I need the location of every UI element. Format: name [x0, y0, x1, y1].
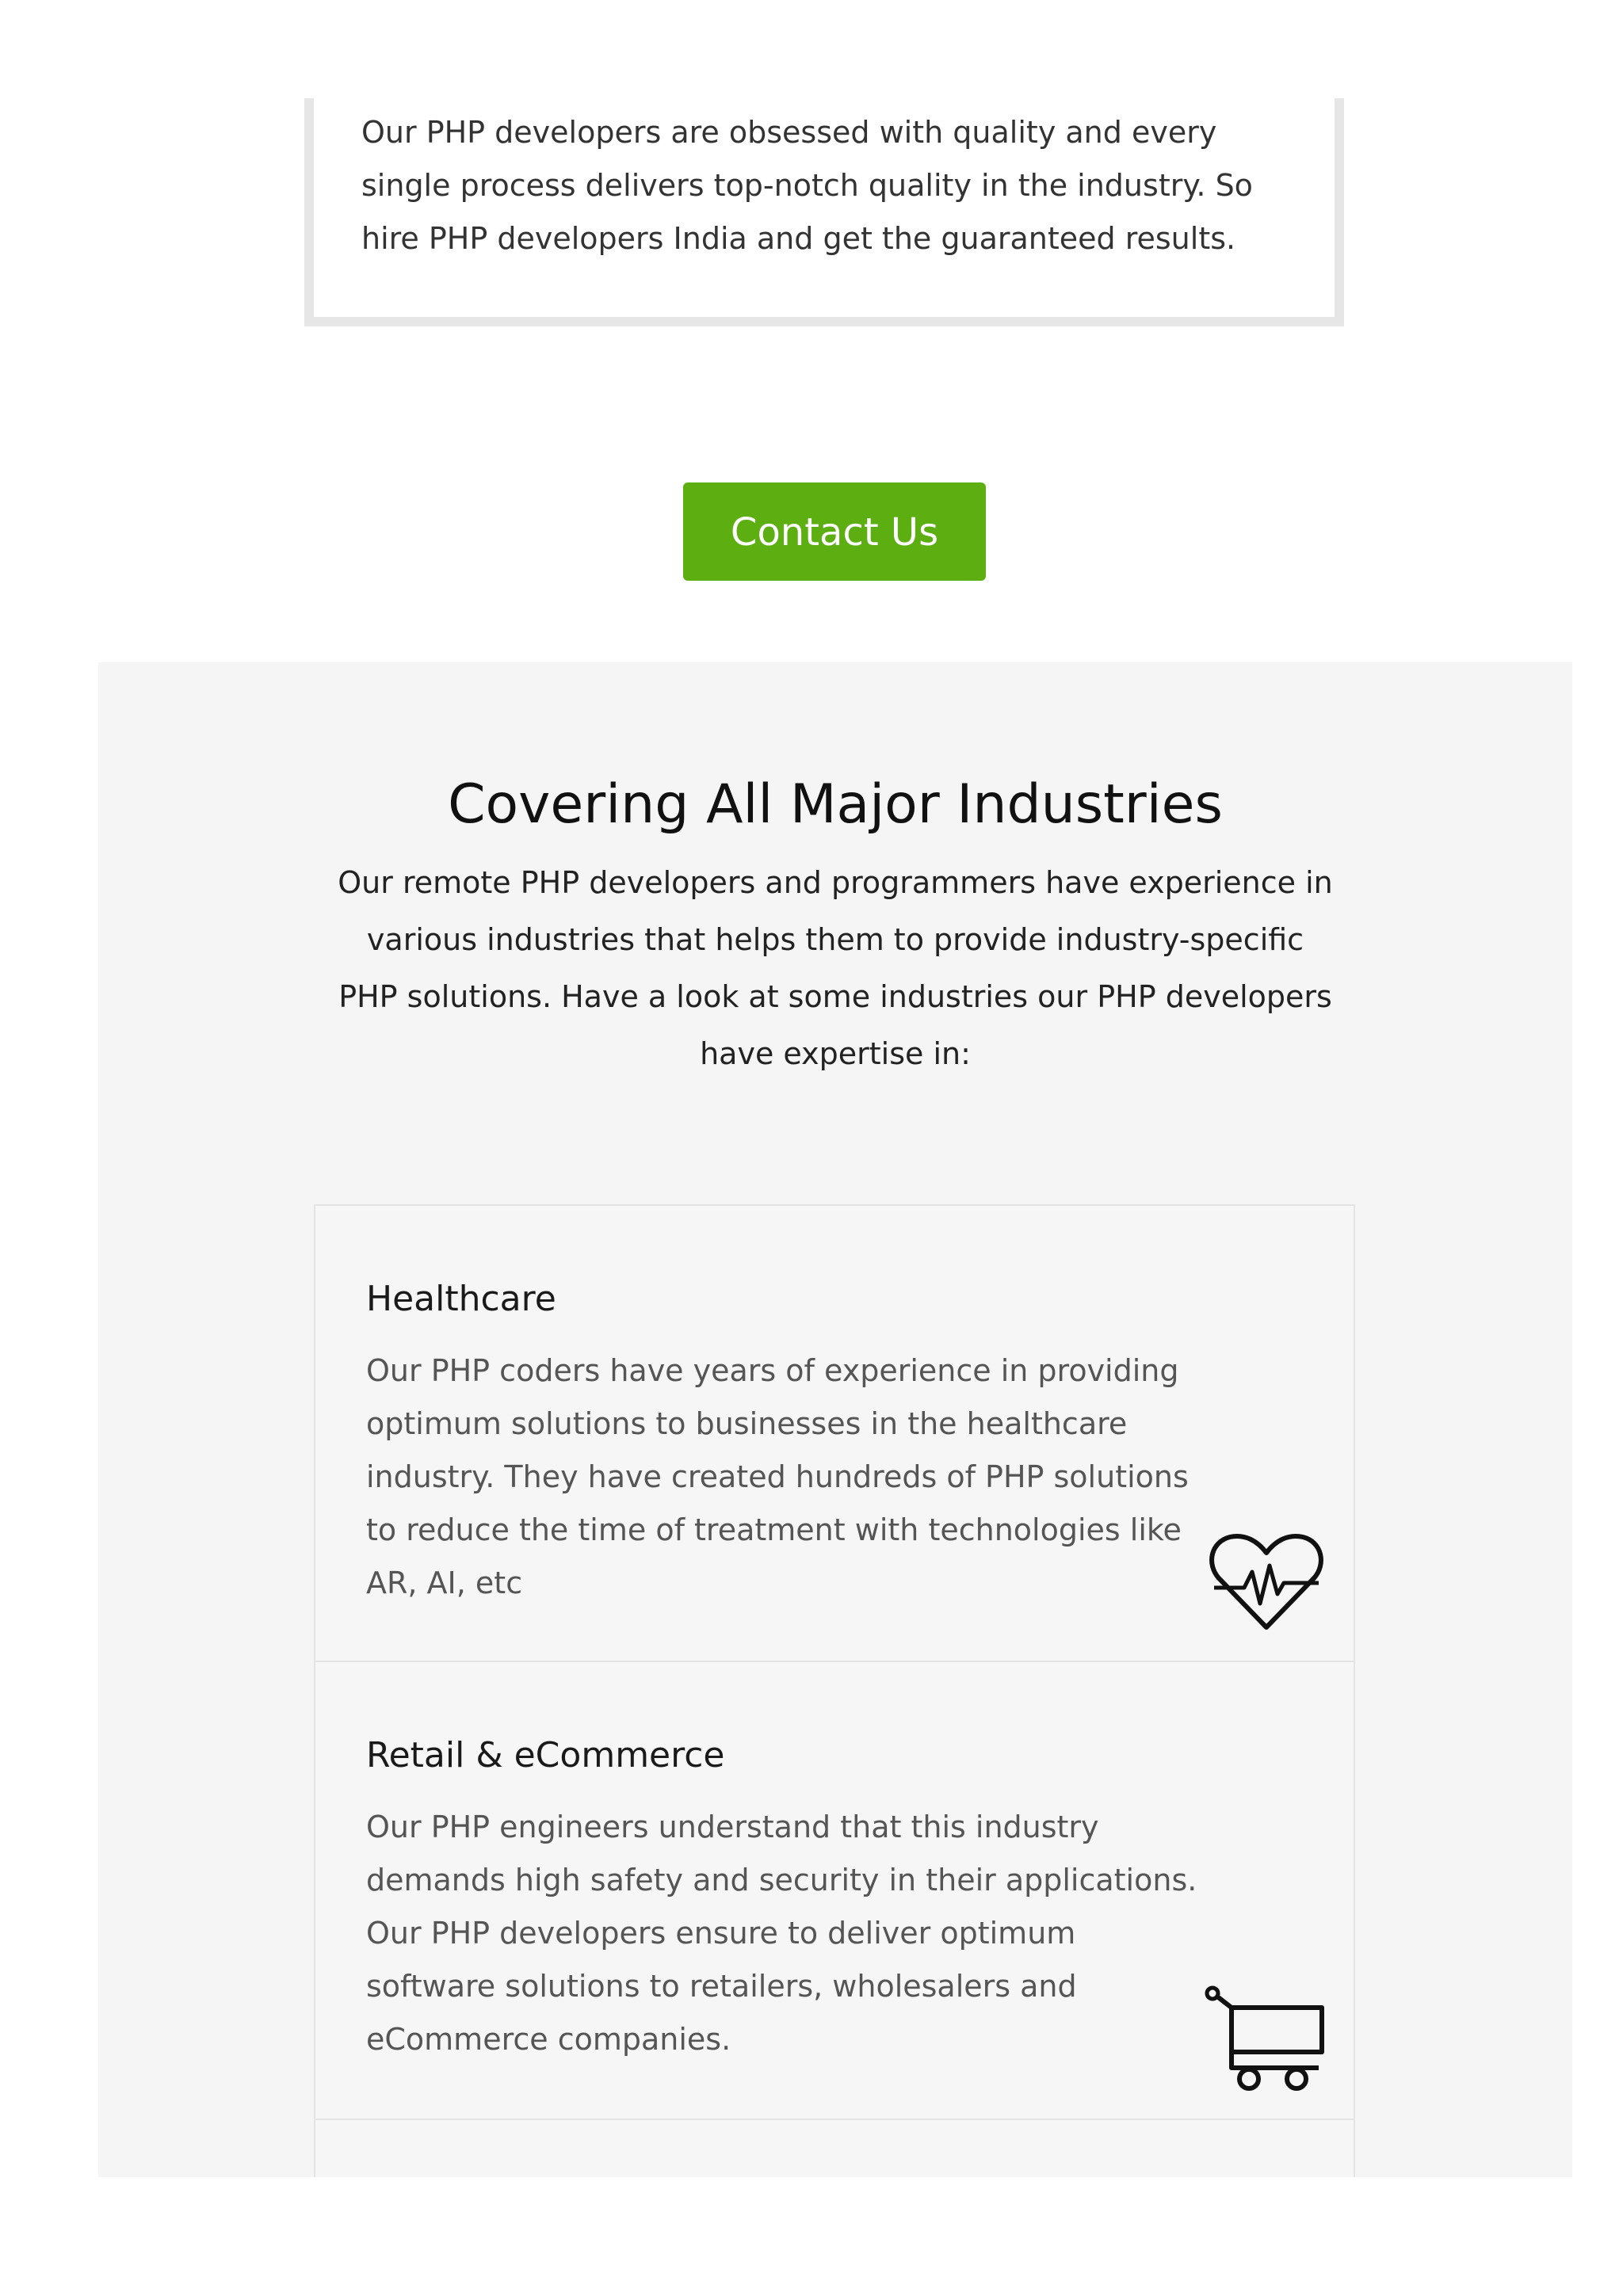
- quality-card-text: Our PHP developers are obsessed with quality and every single process delivers top-notch quality in the industry. So hire PHP developers India and get the guaranteed results.: [361, 115, 1253, 256]
- contact-us-button[interactable]: Contact Us: [683, 482, 986, 581]
- section-intro: Our remote PHP developers and programmers have experience in various industries that helps them to provide industry-specific PHP solutions. Have a look at some industries our PHP developers have expertise in:: [338, 865, 1333, 1071]
- industry-title: Healthcare: [366, 1279, 556, 1319]
- industry-card-healthcare: [314, 1204, 1355, 1662]
- industry-description: Our PHP coders have years of experience in providing optimum solutions to businesses in the healthcare industry. They have created hundreds of PHP solutions to reduce the time of treatment with technologies like AR, AI, etc: [366, 1353, 1189, 1600]
- heart-pulse-icon: [1203, 1526, 1330, 1637]
- page-bottom: [0, 2177, 1623, 2296]
- industry-card-next: [314, 2120, 1355, 2183]
- industry-card-retail: [314, 1662, 1355, 2120]
- section-title: Covering All Major Industries: [448, 773, 1223, 836]
- shopping-cart-icon: [1203, 1984, 1330, 2095]
- industry-description: Our PHP engineers understand that this industry demands high safety and security in their applications. Our PHP developers ensure to deliver optimum software solutions to retailers, wholesalers and eCommerce companies.: [366, 1810, 1197, 2057]
- quality-card: [304, 98, 1344, 326]
- page-edge: [1572, 662, 1623, 2296]
- industry-list: [314, 1204, 1355, 2183]
- industry-title: Retail & eCommerce: [366, 1735, 725, 1775]
- industries-section: [98, 662, 1572, 2177]
